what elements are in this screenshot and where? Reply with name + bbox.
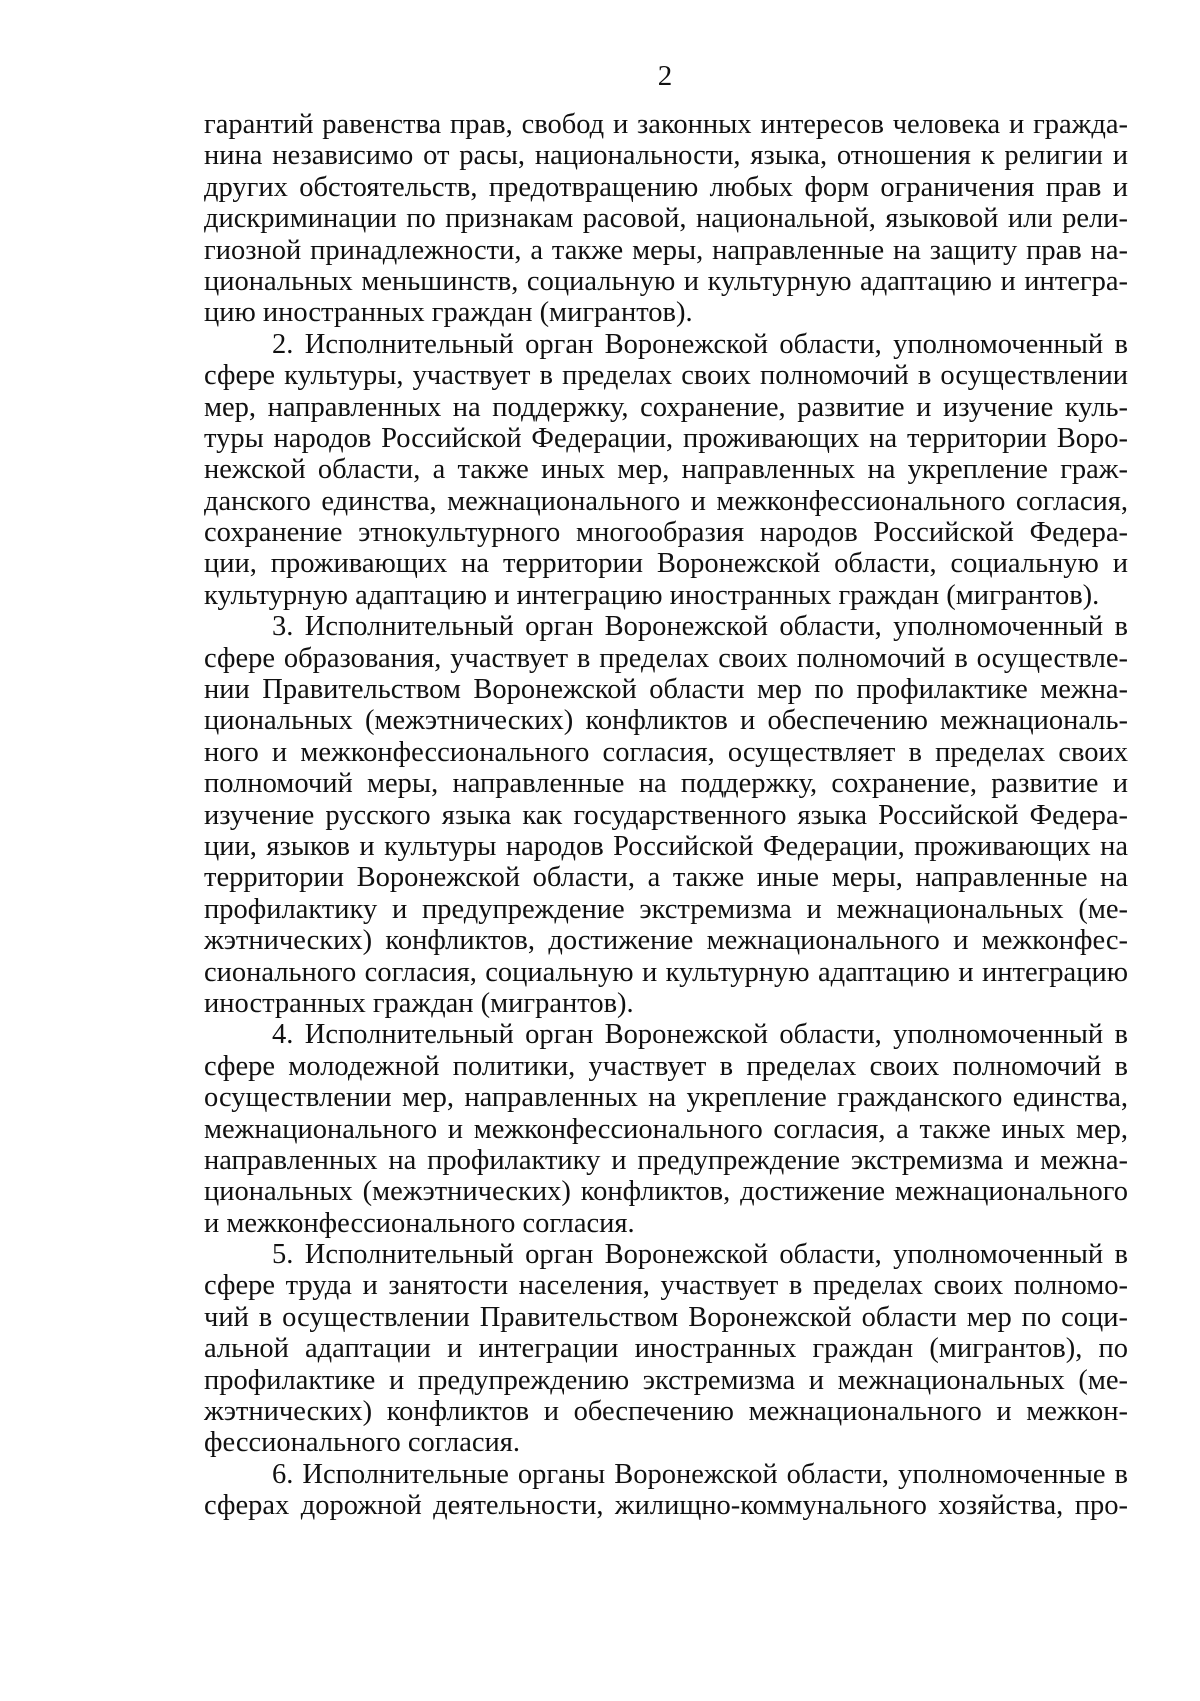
text-line: ции, проживающих на территории Воронежской области, социальную и: [204, 548, 1128, 580]
text-line: сионального согласия, социальную и культурную адаптацию и интеграцию: [204, 956, 1128, 988]
text-line: жэтнических) конфликтов, достижение межнационального и межконфес-: [204, 925, 1128, 957]
text-line: цию иностранных граждан (мигрантов).: [204, 297, 693, 329]
text-line: циональных меньшинств, социальную и культурную адаптацию и интегра-: [204, 265, 1128, 297]
text-line: туры народов Российской Федерации, проживающих на территории Воро-: [204, 422, 1128, 454]
text-line: сфере культуры, участвует в пределах своих полномочий в осуществлении: [204, 360, 1128, 392]
text-line: 4. Исполнительный орган Воронежской области, уполномоченный в: [272, 1019, 1128, 1051]
text-line: циональных (межэтнических) конфликтов, достижение межнационального: [204, 1176, 1128, 1208]
text-line: изучение русского языка как государственного языка Российской Федера-: [204, 799, 1128, 831]
text-line: межнационального и межконфессионального согласия, а также иных мер,: [204, 1113, 1128, 1145]
text-line: гарантий равенства прав, свобод и законных интересов человека и гражда-: [204, 109, 1128, 140]
text-line: дискриминации по признакам расовой, национальной, языковой или рели-: [204, 203, 1128, 235]
text-line: профилактике и предупреждению экстремизма и межнациональных (ме-: [204, 1364, 1128, 1396]
text-line: осуществлении мер, направленных на укрепление гражданского единства,: [204, 1082, 1128, 1114]
text-line: сфере образования, участвует в пределах своих полномочий в осуществле-: [204, 642, 1128, 674]
paragraph: [204, 109, 1128, 329]
text-line: данского единства, межнационального и межконфессионального согласия,: [204, 485, 1128, 517]
text-line: ного и межконфессионального согласия, осуществляет в пределах своих: [204, 736, 1128, 768]
text-line: территории Воронежской области, а также иные меры, направленные на: [204, 862, 1128, 894]
text-line: альной адаптации и интеграции иностранных граждан (мигрантов), по: [204, 1333, 1128, 1365]
text-line: сфере молодежной политики, участвует в пределах своих полномочий в: [204, 1050, 1128, 1082]
text-line: 6. Исполнительные органы Воронежской области, уполномоченные в: [272, 1458, 1128, 1490]
paragraph: [204, 1459, 1128, 1522]
text-line: 2. Исполнительный орган Воронежской области, уполномоченный в: [272, 328, 1128, 360]
text-line: ции, языков и культуры народов Российской Федерации, проживающих на: [204, 830, 1128, 862]
text-line: других обстоятельств, предотвращению любых форм ограничения прав и: [204, 171, 1128, 203]
text-line: сфере труда и занятости населения, участвует в пределах своих полномо-: [204, 1270, 1128, 1302]
paragraph: [204, 1239, 1128, 1459]
text-line: нина независимо от расы, национальности, языка, отношения к религии и: [204, 140, 1128, 172]
text-line: циональных (межэтнических) конфликтов и обеспечению межнациональ-: [204, 705, 1128, 737]
paragraph: [204, 611, 1128, 1019]
paragraph: [204, 329, 1128, 612]
text-line: и межконфессионального согласия.: [204, 1207, 635, 1239]
text-line: профилактику и предупреждение экстремизма и межнациональных (ме-: [204, 893, 1128, 925]
text-line: гиозной принадлежности, а также меры, направленные на защиту прав на-: [204, 234, 1128, 266]
text-line: иностранных граждан (мигрантов).: [204, 987, 634, 1019]
text-line: полномочий меры, направленные на поддержку, сохранение, развитие и: [204, 768, 1128, 800]
text-line: направленных на профилактику и предупреждение экстремизма и межна-: [204, 1144, 1128, 1176]
document-body: [204, 109, 1128, 1522]
text-line: 3. Исполнительный орган Воронежской области, уполномоченный в: [272, 611, 1128, 643]
text-line: культурную адаптацию и интеграцию иностранных граждан (мигрантов).: [204, 579, 1100, 611]
text-line: нежской области, а также иных мер, направленных на укрепление граж-: [204, 454, 1128, 486]
text-line: сферах дорожной деятельности, жилищно-коммунального хозяйства, про-: [204, 1490, 1128, 1522]
text-line: жэтнических) конфликтов и обеспечению межнационального и межкон-: [204, 1396, 1128, 1428]
text-line: 5. Исполнительный орган Воронежской области, уполномоченный в: [272, 1239, 1128, 1271]
text-line: чий в осуществлении Правительством Воронежской области мер по соци-: [204, 1301, 1128, 1333]
paragraph: [204, 1019, 1128, 1239]
text-line: сохранение этнокультурного многообразия народов Российской Федера-: [204, 517, 1128, 549]
text-line: мер, направленных на поддержку, сохранение, развитие и изучение куль-: [204, 391, 1128, 423]
text-line: нии Правительством Воронежской области мер по профилактике межна-: [204, 674, 1128, 706]
text-line: фессионального согласия.: [204, 1427, 521, 1459]
page-number: 2: [657, 60, 673, 92]
